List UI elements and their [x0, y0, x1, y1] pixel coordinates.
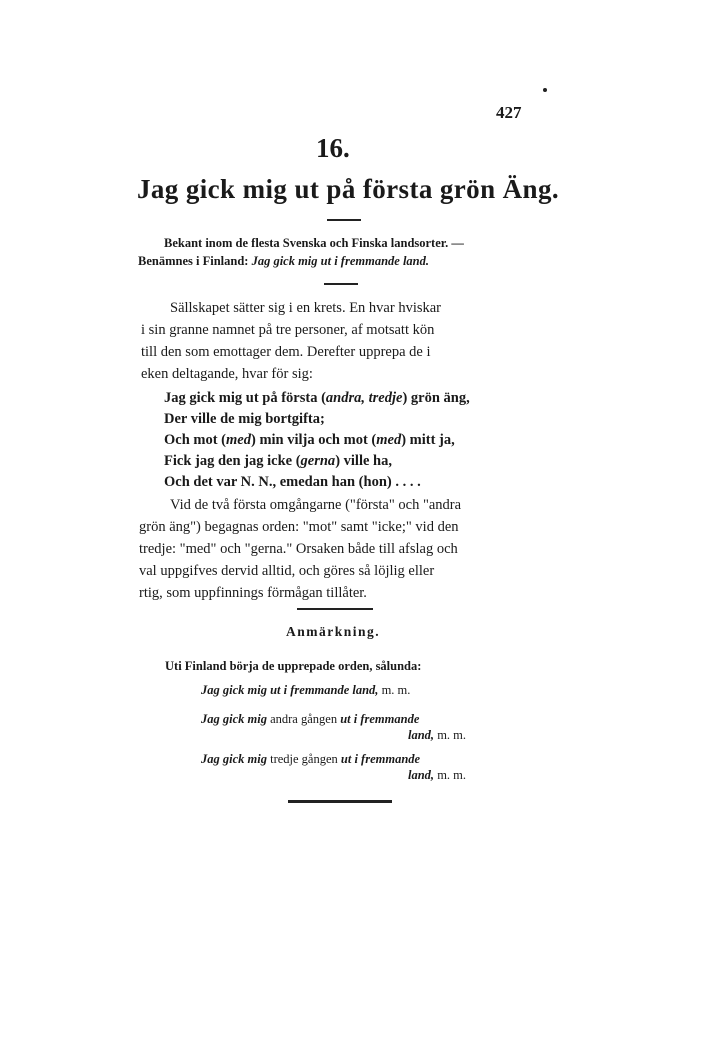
note-roman: tredje gången: [266, 752, 341, 766]
paragraph-2-line-5: rtig, som uppfinnings förmågan tillåter.: [139, 585, 367, 601]
note-heading: Anmärkning.: [286, 624, 381, 639]
chapter-number: 16.: [316, 133, 350, 163]
verse-line-5: Och det var N. N., emedan han (hon) . . . .: [164, 474, 421, 490]
note-line-3: [201, 752, 420, 767]
verse-line-1: [164, 390, 470, 407]
note-roman: m. m.: [434, 728, 467, 742]
verse-text: Och mot (: [164, 432, 227, 448]
page-number: 427: [496, 103, 522, 122]
note-italic: Jag gick mig: [201, 752, 267, 766]
note-line-1: [201, 683, 410, 698]
note-italic: Jag gick mig: [201, 712, 267, 726]
note-line-2b: [408, 728, 466, 743]
verse-text: ) min vilja och mot (: [250, 432, 377, 448]
verse-italic: med: [226, 432, 251, 448]
intro-rule: [324, 283, 358, 285]
intro-line-1: Bekant inom de flesta Svenska och Finska landsorter. —: [164, 236, 464, 250]
verse-text: Fick jag den jag icke (: [164, 453, 301, 469]
verse-line-3: [164, 432, 455, 449]
verse-text: ) mitt ja,: [401, 432, 455, 448]
section-rule: [297, 608, 373, 610]
end-rule: [288, 800, 392, 803]
paragraph-2-line-1: Vid de två första omgångarne ("första" och "andra: [170, 497, 462, 513]
paragraph-1-line-1: Sällskapet sätter sig i en krets. En hvar hviskar: [170, 300, 442, 316]
note-italic: land,: [408, 768, 435, 782]
note-italic: ut i fremmande: [340, 712, 420, 726]
intro-prefix: Benämnes i Finland:: [138, 254, 252, 268]
verse-line-2: Der ville de mig bortgifta;: [164, 411, 325, 427]
verse-text: ) grön äng,: [402, 390, 470, 406]
note-roman: andra gången: [266, 712, 341, 726]
ink-dot: [543, 88, 547, 92]
note-italic: ut i fremmande: [340, 752, 421, 766]
paragraph-2-line-4: val uppgifves dervid alltid, och göres så löjlig eller: [139, 563, 435, 579]
paragraph-1-line-2: i sin granne namnet på tre personer, af motsatt kön: [141, 322, 435, 338]
paragraph-2-line-3: tredje: "med" och "gerna." Orsaken både till afslag och: [139, 541, 458, 557]
paragraph-2-line-2: grön äng") begagnas orden: "mot" samt "icke;" vid den: [139, 519, 459, 535]
intro-line-2: [138, 254, 429, 269]
note-intro: Uti Finland börja de upprepade orden, sålunda:: [165, 659, 422, 673]
note-italic: land,: [408, 728, 435, 742]
verse-line-4: [164, 453, 392, 470]
verse-text: ) ville ha,: [335, 453, 392, 469]
intro-italic: Jag gick mig ut i fremmande land.: [251, 254, 429, 268]
song-title: Jag gick mig ut på första grön Äng.: [137, 174, 560, 204]
paragraph-1-line-4: eken deltagande, hvar för sig:: [141, 366, 313, 382]
verse-italic: andra, tredje: [325, 390, 403, 406]
verse-italic: gerna: [300, 453, 336, 469]
verse-text: Jag gick mig ut på första (: [164, 390, 326, 406]
paragraph-1-line-3: till den som emottager dem. Derefter upprepa de i: [141, 344, 431, 360]
note-line-2: [201, 712, 419, 727]
verse-italic: med: [376, 432, 402, 448]
note-roman: m. m.: [434, 768, 467, 782]
note-italic: Jag gick mig ut i fremmande land,: [201, 683, 379, 697]
note-roman: m. m.: [378, 683, 411, 697]
note-line-3b: [408, 768, 466, 783]
title-rule: [327, 219, 361, 221]
